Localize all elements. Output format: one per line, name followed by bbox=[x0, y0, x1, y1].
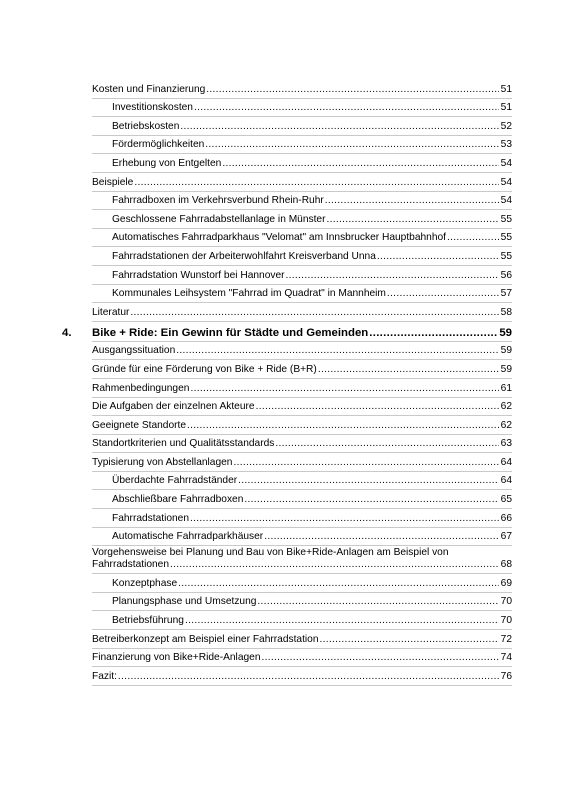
dot-leader bbox=[205, 139, 499, 151]
toc-entry-label: Fahrradboxen im Verkehrsverbund Rhein-Ruhr bbox=[112, 195, 324, 207]
toc-entry-label: Kommunales Leihsystem "Fahrrad im Quadrat" in Mannheim bbox=[112, 288, 386, 300]
dot-leader bbox=[190, 383, 499, 395]
toc-entry[interactable] bbox=[92, 266, 512, 285]
dot-leader bbox=[377, 251, 499, 263]
dot-leader bbox=[134, 177, 499, 189]
page-number: 63 bbox=[500, 438, 512, 450]
toc-entry-label: Betriebskosten bbox=[112, 120, 180, 132]
page-number: 57 bbox=[500, 288, 512, 300]
toc-entry[interactable] bbox=[92, 649, 512, 668]
page-number: 51 bbox=[500, 83, 512, 95]
toc-entry-label: Automatische Fahrradparkhäuser bbox=[112, 531, 264, 543]
dot-leader bbox=[320, 634, 499, 646]
page-number: 76 bbox=[500, 670, 512, 682]
dot-leader bbox=[187, 420, 499, 432]
page-number: 70 bbox=[500, 615, 512, 627]
toc-entry[interactable] bbox=[92, 210, 512, 229]
toc-entry-label: Finanzierung von Bike+Ride-Anlagen bbox=[92, 652, 261, 664]
page-number: 59 bbox=[499, 326, 512, 339]
page-number: 74 bbox=[500, 652, 512, 664]
toc-entry[interactable] bbox=[92, 154, 512, 173]
toc-entry[interactable] bbox=[92, 667, 512, 686]
toc-entry[interactable] bbox=[92, 398, 512, 417]
page-number: 52 bbox=[500, 120, 512, 132]
toc-entry[interactable] bbox=[92, 611, 512, 630]
page-number: 62 bbox=[500, 419, 512, 431]
toc-entry-label: Ausgangssituation bbox=[92, 345, 176, 357]
toc-entry-label: Die Aufgaben der einzelnen Akteure bbox=[92, 401, 255, 413]
toc-entry[interactable] bbox=[92, 342, 512, 361]
toc-entry-label: Konzeptphase bbox=[112, 577, 178, 589]
page-number: 53 bbox=[500, 139, 512, 151]
page-number: 58 bbox=[500, 306, 512, 318]
chapter-number: 4. bbox=[62, 326, 72, 339]
toc-entry[interactable] bbox=[92, 630, 512, 649]
toc-entry-label: Literatur bbox=[92, 306, 130, 318]
dot-leader bbox=[178, 578, 499, 590]
toc-entry[interactable] bbox=[92, 285, 512, 304]
dot-leader bbox=[257, 596, 499, 608]
toc-entry[interactable] bbox=[62, 322, 512, 342]
page-number: 64 bbox=[500, 475, 512, 487]
toc-entry-label: Fazit: bbox=[92, 670, 117, 682]
toc-entry[interactable] bbox=[92, 360, 512, 379]
page-number: 68 bbox=[500, 559, 512, 571]
page-number: 70 bbox=[500, 596, 512, 608]
dot-leader bbox=[194, 102, 499, 114]
toc-entry[interactable] bbox=[92, 80, 512, 99]
page-number: 56 bbox=[500, 269, 512, 281]
dot-leader bbox=[369, 327, 498, 339]
toc-entry[interactable] bbox=[92, 593, 512, 612]
dot-leader bbox=[180, 121, 499, 133]
toc-entry-label: Bike + Ride: Ein Gewinn für Städte und Gemeinden bbox=[92, 326, 369, 339]
toc-entry-label: Beispiele bbox=[92, 176, 134, 188]
toc-entry-label: Geeignete Standorte bbox=[92, 419, 187, 431]
toc-entry[interactable] bbox=[92, 117, 512, 136]
page-number: 59 bbox=[500, 345, 512, 357]
toc-entry-label: Geschlossene Fahrradabstellanlage in Münster bbox=[112, 213, 326, 225]
toc-entry[interactable] bbox=[92, 453, 512, 472]
toc-entry-label: Erhebung von Entgelten bbox=[112, 157, 222, 169]
page-number: 69 bbox=[500, 577, 512, 589]
toc-entry[interactable] bbox=[92, 192, 512, 211]
toc-entry[interactable] bbox=[92, 546, 512, 574]
dot-leader bbox=[256, 401, 499, 413]
table-of-contents bbox=[62, 80, 512, 686]
toc-entry-label: Fahrradstationen der Arbeiterwohlfahrt Kreisverband Unna bbox=[112, 250, 376, 262]
toc-entry[interactable] bbox=[92, 472, 512, 491]
dot-leader bbox=[190, 513, 499, 525]
page-number: 51 bbox=[500, 102, 512, 114]
page-number: 55 bbox=[500, 232, 512, 244]
dot-leader bbox=[286, 270, 499, 282]
page-number: 72 bbox=[500, 633, 512, 645]
toc-entry[interactable] bbox=[92, 528, 512, 547]
toc-entry[interactable] bbox=[92, 509, 512, 528]
dot-leader bbox=[387, 288, 499, 300]
toc-entry-label-continued: Fahrradstationen bbox=[92, 559, 170, 571]
toc-entry-label: Betreiberkonzept am Beispiel einer Fahrradstation bbox=[92, 633, 319, 645]
toc-entry-label: Betriebsführung bbox=[112, 615, 184, 627]
page-number: 61 bbox=[500, 382, 512, 394]
toc-entry-label: Typisierung von Abstellanlagen bbox=[92, 456, 233, 468]
dot-leader bbox=[185, 615, 499, 627]
dot-leader bbox=[318, 364, 499, 376]
page-number: 55 bbox=[500, 213, 512, 225]
toc-entry[interactable] bbox=[92, 136, 512, 155]
dot-leader bbox=[447, 232, 499, 244]
dot-leader bbox=[327, 214, 500, 226]
toc-entry-label: Rahmenbedingungen bbox=[92, 382, 190, 394]
toc-entry-label: Überdachte Fahrradständer bbox=[112, 475, 238, 487]
toc-entry[interactable] bbox=[92, 416, 512, 435]
page-number: 54 bbox=[500, 157, 512, 169]
toc-entry-label: Standortkriterien und Qualitätsstandards bbox=[92, 438, 275, 450]
toc-entry-label: Abschließbare Fahrradboxen bbox=[112, 494, 244, 506]
toc-entry-label: Automatisches Fahrradparkhaus "Velomat" am Innsbrucker Hauptbahnhof bbox=[112, 232, 446, 244]
page-number: 66 bbox=[500, 512, 512, 524]
toc-entry-label: Planungsphase und Umsetzung bbox=[112, 596, 257, 608]
toc-entry[interactable] bbox=[92, 490, 512, 509]
page-number: 54 bbox=[500, 176, 512, 188]
page-number: 62 bbox=[500, 401, 512, 413]
dot-leader bbox=[118, 671, 499, 683]
toc-entry[interactable] bbox=[92, 435, 512, 454]
dot-leader bbox=[206, 84, 499, 96]
dot-leader bbox=[130, 307, 499, 319]
page-number: 64 bbox=[500, 456, 512, 468]
toc-entry-label: Vorgehensweise bei Planung und Bau von Bike+Ride-Anlagen am Beispiel von bbox=[92, 547, 449, 559]
toc-entry-label: Gründe für eine Förderung von Bike + Ride (B+R) bbox=[92, 363, 317, 375]
dot-leader bbox=[222, 158, 499, 170]
toc-entry-label: Investitionskosten bbox=[112, 102, 193, 114]
toc-entry[interactable] bbox=[92, 99, 512, 118]
dot-leader bbox=[264, 531, 499, 543]
toc-entry[interactable] bbox=[92, 247, 512, 266]
toc-entry-label: Fahrradstation Wunstorf bei Hannover bbox=[112, 269, 285, 281]
toc-entry[interactable] bbox=[92, 303, 512, 322]
dot-leader bbox=[170, 559, 499, 571]
toc-entry[interactable] bbox=[92, 173, 512, 192]
dot-leader bbox=[261, 652, 499, 664]
toc-entry-label: Kosten und Finanzierung bbox=[92, 83, 206, 95]
dot-leader bbox=[233, 457, 499, 469]
toc-entry[interactable] bbox=[92, 379, 512, 398]
page-number: 59 bbox=[500, 363, 512, 375]
dot-leader bbox=[325, 195, 499, 207]
page-number: 65 bbox=[500, 494, 512, 506]
toc-entry-label: Fördermöglichkeiten bbox=[112, 139, 205, 151]
dot-leader bbox=[244, 494, 499, 506]
dot-leader bbox=[176, 345, 499, 357]
toc-entry[interactable] bbox=[92, 574, 512, 593]
page-number: 55 bbox=[500, 250, 512, 262]
toc-entry[interactable] bbox=[92, 229, 512, 248]
dot-leader bbox=[275, 438, 499, 450]
page-number: 67 bbox=[500, 531, 512, 543]
toc-entry-label: Fahrradstationen bbox=[112, 512, 190, 524]
page-number: 54 bbox=[500, 195, 512, 207]
dot-leader bbox=[238, 475, 499, 487]
